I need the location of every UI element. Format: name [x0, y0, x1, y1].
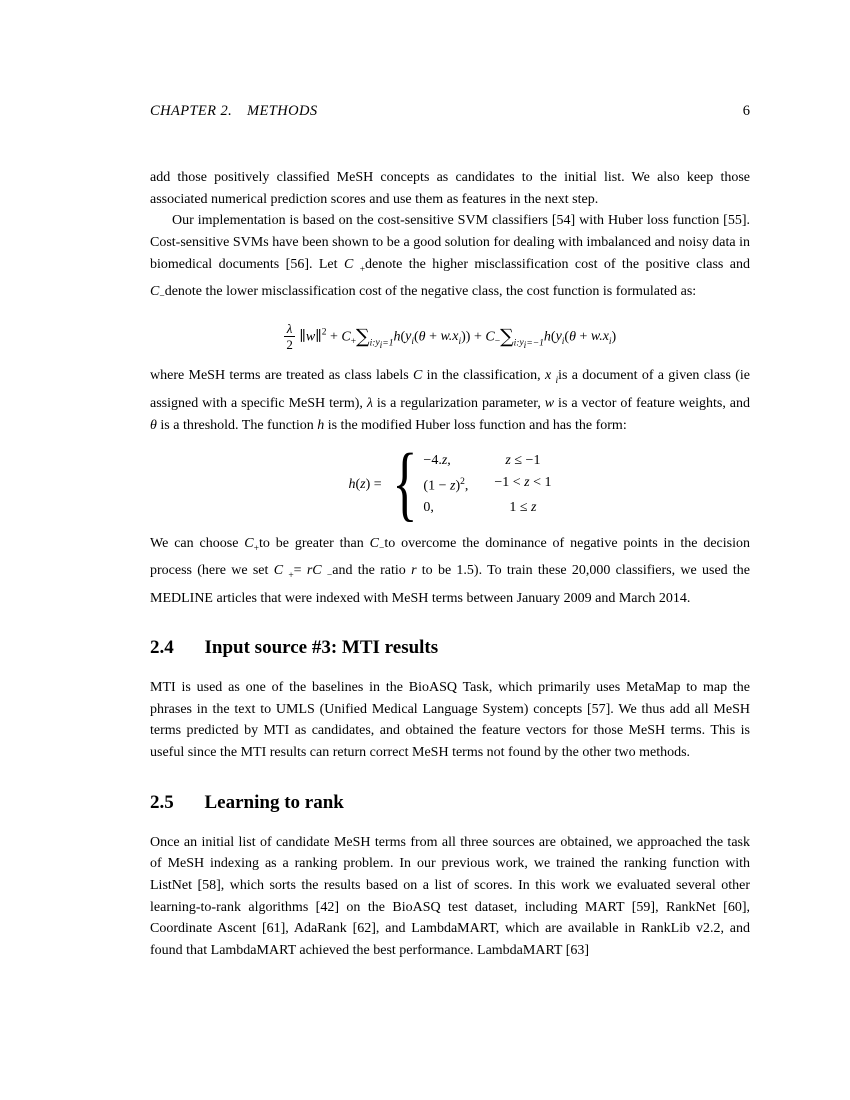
section-title: Learning to rank — [204, 791, 344, 813]
case-cond: z ≤ −1 — [505, 453, 541, 469]
page-number: 6 — [742, 103, 750, 119]
case-expr: −4.z, — [423, 453, 451, 469]
section-title: Input source #3: MTI results — [204, 637, 439, 659]
page-body — [150, 167, 750, 962]
section-heading-2-4 — [150, 636, 750, 660]
paragraph-where: where MeSH terms are treated as class labels C in the classification, x $_i$is a document of a given class (ie assigned with a specific MeSH term), λ is a regularization parameter, w is a vector of feature weights, and θ is a threshold. The function h is the modified Huber loss function and has the form: — [150, 368, 751, 433]
page-header — [150, 103, 750, 120]
case-cond: 1 ≤ z — [509, 500, 537, 516]
section-number: 2.4 — [150, 637, 174, 659]
paragraph-intro: add those positively classified MeSH concepts as candidates to the initial list. We also keep those associated numerical prediction scores and use them as features in the next step. — [150, 170, 750, 207]
case-expr: 0, — [423, 500, 434, 516]
section-number: 2.5 — [150, 791, 174, 813]
chapter-running-head: CHAPTER 2. METHODS — [150, 103, 318, 119]
paragraph-learning-to-rank: Once an initial list of candidate MeSH terms from all three sources are obtained, we approached the task of MeSH indexing as a ranking problem. In our previous work, we trained the ranking function with ListNet [58], which sorts the results based on a list of scores. In this work we evaluated several other learning-to-rank algorithms [42] on the BioASQ test dataset, including MART [59], RankNet [60], Coordinate Ascent [61], AdaRank [62], and LambdaMART, which are available in RankLib v2.2, and found that LambdaMART achieved the best performance. LambdaMART [63] — [150, 834, 750, 959]
cost-function-equation: $\frac{\lambda}{2}$ ∥w∥$^2$ + $C_+\sum_{i:y_i=1}h(y_i(\theta + w.x_i)) + C_-\sum_{i:y_i=-1}h(y_i(\theta + w.x_i)$ — [150, 322, 750, 353]
paragraph-mti: MTI is used as one of the baselines in the BioASQ Task, which primarily uses MetaMap to map the phrases in the text to UMLS (Unified Medical Language System) concepts [57]. We thus add all MeSH terms predicted by MTI as candidates, and obtained the feature vectors for those MeSH terms. This is useful since the MTI results can return correct MeSH terms not found by the other two methods. — [150, 679, 750, 761]
huber-lhs: h(z) = — [348, 476, 382, 492]
huber-loss-equation: h(z) = { −4.z, z ≤ −1 $(1 - z)^2$, −1 < z < 1 0, 1 ≤ z — [348, 438, 552, 531]
paragraph-implementation: Our implementation is based on the cost-sensitive SVM classifiers [54] with Huber loss function [55]. Cost-sensitive SVMs have been shown to be a good solution for dealing with imbalanced and noisy data in biomedical documents [56]. Let C $_+$denote the higher misclassification cost of the positive class and $C_-denote$ the lower misclassification cost of the negative class, the cost function is formulated as: — [150, 213, 750, 303]
case-expr: $(1 - z)^2$, — [423, 476, 469, 494]
paragraph-choose: We can choose $C_+to$ be greater than $C_-to$ overcome the dominance of negative points in the decision process (here we set C $_+$= rC $_-$and the ratio r to be 1.5). To train these 20,000 classifiers, we used the MEDLINE articles that were indexed with MeSH terms between January 2009 and March 2014. — [150, 535, 751, 606]
case-cond: −1 < z < 1 — [494, 474, 552, 490]
section-heading-2-5 — [150, 791, 750, 815]
huber-cases — [423, 450, 551, 518]
